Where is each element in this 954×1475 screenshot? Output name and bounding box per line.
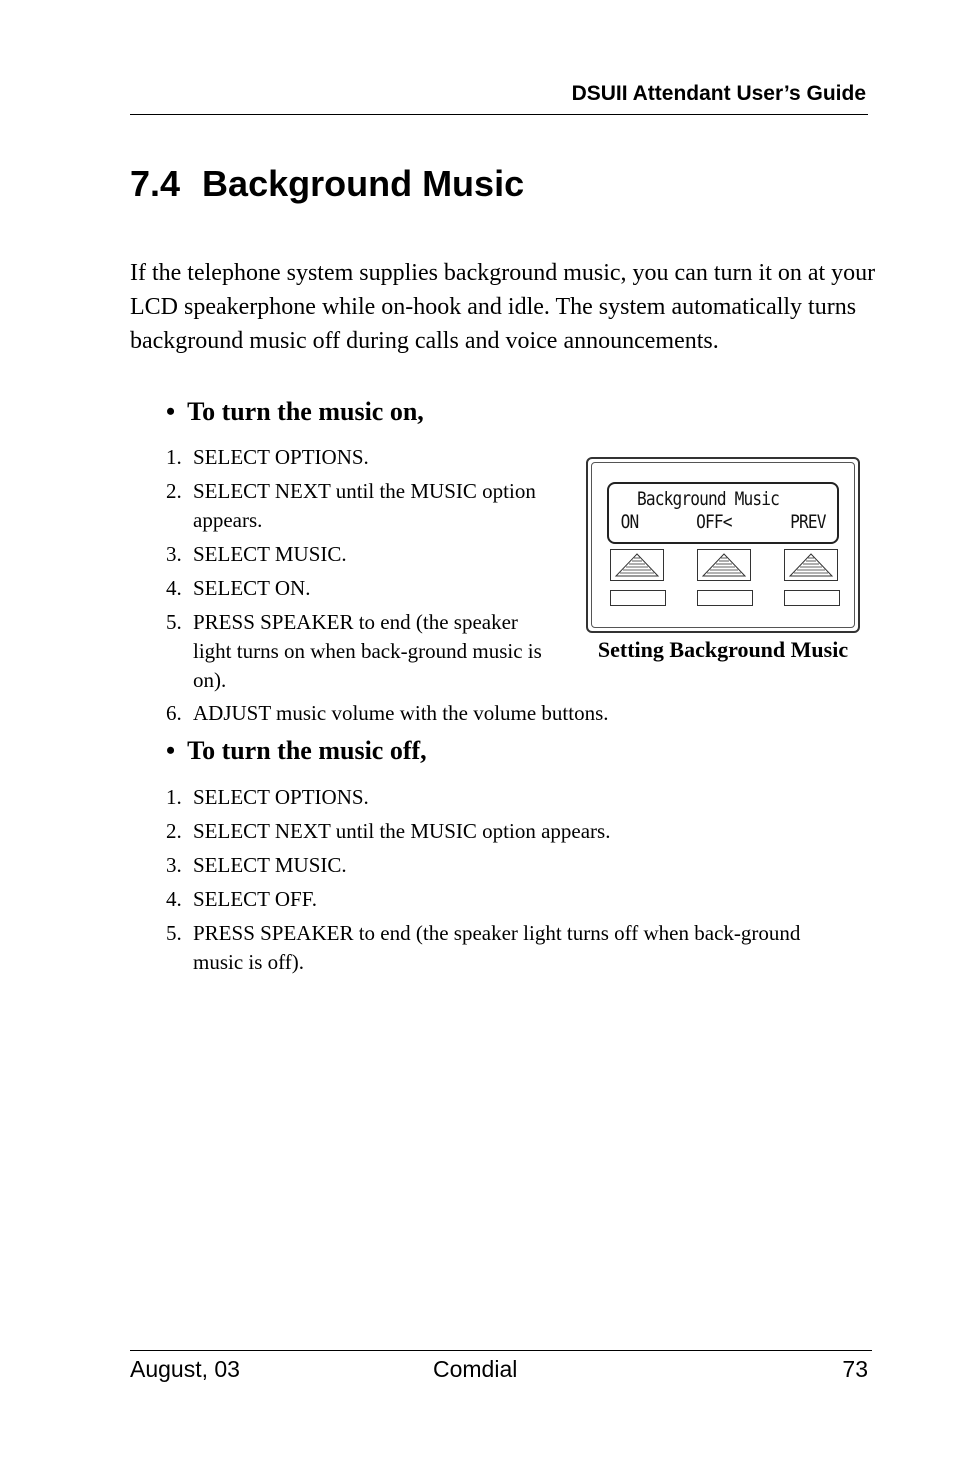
softkey-button-left[interactable] bbox=[610, 549, 664, 581]
music-on-steps bbox=[166, 443, 546, 700]
step-text: SELECT NEXT until the MUSIC option appears. bbox=[193, 479, 536, 532]
footer-date: August, 03 bbox=[130, 1356, 240, 1382]
step-number: 4. bbox=[166, 576, 182, 600]
footer-publisher: Comdial bbox=[433, 1356, 518, 1382]
lcd-screen bbox=[607, 482, 839, 544]
step-text: SELECT NEXT until the MUSIC option appears. bbox=[193, 819, 611, 843]
step-text: PRESS SPEAKER to end (the speaker light turns on when back-ground music is on). bbox=[193, 610, 542, 692]
step-number: 3. bbox=[166, 853, 182, 877]
step-number: 2. bbox=[166, 479, 182, 503]
music-on-heading-text: To turn the music on, bbox=[187, 397, 424, 426]
music-off-heading bbox=[166, 736, 427, 766]
indicator-strip-right bbox=[784, 590, 840, 606]
phone-figure bbox=[586, 457, 860, 663]
list-item bbox=[166, 699, 846, 728]
section-title bbox=[130, 163, 524, 205]
step-number: 5. bbox=[166, 610, 182, 634]
lcd-line-2 bbox=[619, 511, 829, 533]
lcd-softkey-label: PREV bbox=[790, 511, 826, 533]
section-number: 7.4 bbox=[130, 163, 181, 204]
lcd-softkey-label: OFF< bbox=[695, 511, 732, 533]
list-item bbox=[166, 574, 546, 603]
softkey-ridge-icon bbox=[614, 552, 660, 578]
lcd-line-1: Background Music bbox=[637, 488, 779, 510]
list-item bbox=[166, 540, 546, 569]
indicator-strip-center bbox=[697, 590, 753, 606]
bullet-icon: • bbox=[166, 736, 176, 765]
step-text: SELECT OPTIONS. bbox=[193, 785, 369, 809]
figure-caption: Setting Background Music bbox=[597, 637, 849, 662]
list-item bbox=[166, 608, 546, 695]
phone-display-panel bbox=[586, 457, 860, 633]
step-number: 3. bbox=[166, 542, 182, 566]
section-title-text: Background Music bbox=[202, 163, 525, 204]
music-on-steps-cont bbox=[166, 699, 846, 733]
step-text: SELECT MUSIC. bbox=[193, 542, 347, 566]
step-number: 1. bbox=[166, 785, 182, 809]
step-text: SELECT ON. bbox=[193, 576, 311, 600]
lcd-softkey-label: ON bbox=[620, 511, 639, 533]
list-item bbox=[166, 443, 546, 472]
step-number: 6. bbox=[166, 701, 182, 725]
step-text: SELECT MUSIC. bbox=[193, 853, 347, 877]
running-header: DSUII Attendant User’s Guide bbox=[571, 82, 866, 105]
softkey-ridge-icon bbox=[788, 552, 834, 578]
step-text: PRESS SPEAKER to end (the speaker light turns off when back-ground music is off). bbox=[193, 921, 801, 974]
bullet-icon: • bbox=[166, 397, 176, 426]
softkey-button-right[interactable] bbox=[784, 549, 838, 581]
list-item bbox=[166, 477, 546, 535]
step-text: SELECT OFF. bbox=[193, 887, 317, 911]
list-item bbox=[166, 919, 846, 977]
intro-paragraph: If the telephone system supplies background music, you can turn it on at your LCD speakerphone while on-hook and idle. The system automatically turns background music off during calls and voice announcements. bbox=[130, 260, 876, 354]
music-on-heading bbox=[166, 397, 424, 427]
step-text: ADJUST music volume with the volume buttons. bbox=[193, 701, 609, 725]
step-number: 4. bbox=[166, 887, 182, 911]
step-number: 5. bbox=[166, 921, 182, 945]
step-text: SELECT OPTIONS. bbox=[193, 445, 369, 469]
list-item bbox=[166, 885, 846, 914]
list-item bbox=[166, 851, 846, 880]
step-number: 2. bbox=[166, 819, 182, 843]
header-rule bbox=[130, 114, 868, 115]
music-off-steps bbox=[166, 783, 846, 982]
footer-rule bbox=[130, 1350, 872, 1351]
list-item bbox=[166, 817, 846, 846]
music-off-heading-text: To turn the music off, bbox=[187, 736, 427, 765]
page-number: 73 bbox=[842, 1356, 868, 1382]
step-number: 1. bbox=[166, 445, 182, 469]
softkey-button-center[interactable] bbox=[697, 549, 751, 581]
softkey-ridge-icon bbox=[701, 552, 747, 578]
indicator-strip-left bbox=[610, 590, 666, 606]
list-item bbox=[166, 783, 846, 812]
